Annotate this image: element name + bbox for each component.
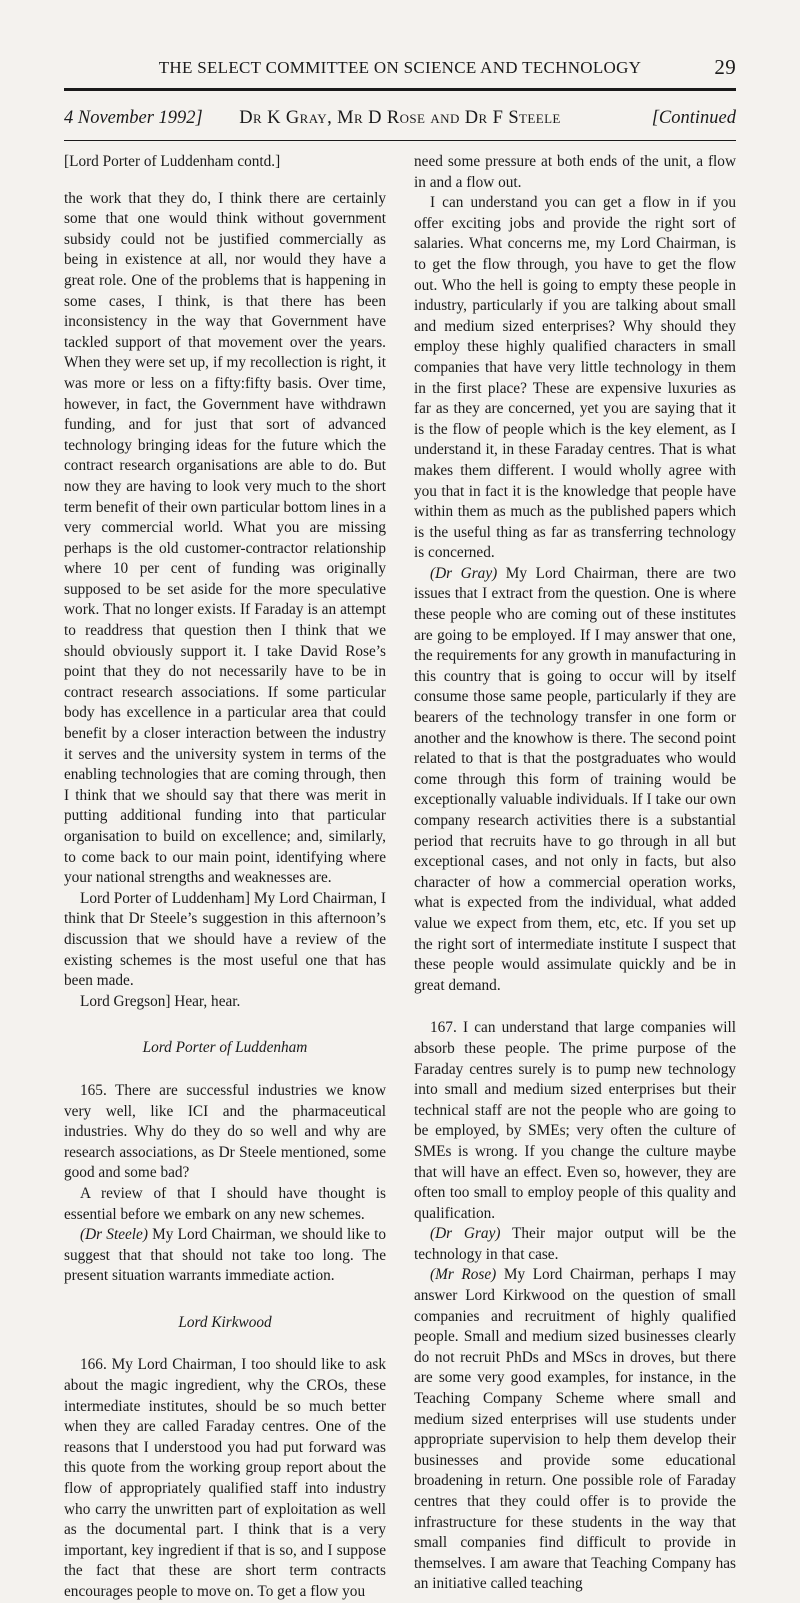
answer-speaker: (Dr Gray) (430, 564, 498, 582)
answer-text: Their major output will be the technology in that case. (414, 1225, 737, 1263)
answer-paragraph (414, 564, 736, 996)
paragraph: Lord Gregson] Hear, hear. (80, 992, 241, 1010)
paragraph: the work that they do, I think there are certainly some that one would think without government subsidy could not be justified commercially as being in existence at all, nor would they have a great role. One of the problems that is happening in some cases, I think, is that there has been inconsistency in the way that Government have tackled support of that movement over the years. When they were set up, if my recollection is right, it was more or less on a fifty:fifty basis. Over time, however, in fact, the Government have withdrawn funding, and for just that sort of advanced technology bringing ideas for the future which the contract research organisations are able to do. But now they are having to look very much to the short term benefit of their own particular bottom lines in a very commercial world. What you are missing perhaps is the old customer-contractor relationship where 10 per cent of funding was originally supposed to be set aside for the more speculative work. That no longer exists. If Faraday is an attempt to readdress that question then I think that we should obviously support it. I take David Rose’s point that they do not necessarily have to be in contract research associations. If some particular body has excellence in a particular area that could benefit by a closer interaction between the industry it serves and the university system in terms of the enabling technologies that are coming through, then I think that we should say that there was merit in putting additional funding into that particular organisation to build on excellence; and, similarly, to come back to our main point, identifying where your national strengths and weaknesses are. (64, 189, 386, 887)
header-rule (64, 88, 736, 91)
answer-text: My Lord Chairman, there are two issues that I extract from the question. One is where these people who are coming out of these institutes are going to be employed. If I may answer that one, the requirements for any growth in manufacturing in this country that is going to occur will by itself consume those same people, particularly if they are bearers of the technology transfer in one form or another and the knowhow is there. The second point related to that is that the postgraduates who would come through this form of training would be exceptionally valuable individuals. If I take our own company research activities there is a substantial period that recruits have to go through in all but exceptional cases, and not only in facts, but also character of how a commercial operation works, what is expected from the individual, what added value we expect from them, etc, etc. If you set up the right sort of intermediate institute I suspect that these people would assimulate quickly and be in great demand. (414, 564, 737, 994)
continued-label: [Continued (651, 108, 736, 128)
answer-text: My Lord Chairman, perhaps I may answer Lord Kirkwood on the question of small companies and recruitment of highly qualified people. Small and medium sized businesses clearly do not recruit PhDs and MScs in droves, but there are some very good examples, for instance, in the Teaching Company Scheme where small and medium sized enterprises will use students under appropriate supervision to help them develop their businesses and provide some educational broadening in return. One possible role of Faraday centres that they could offer is to provide the infrastructure for these students in the way that small companies find difficult to provide in themselves. I am aware that Teaching Company has an initiative called teaching (414, 1266, 736, 1593)
running-head (64, 55, 736, 82)
paragraph: A review of that I should have thought is essential before we embark on any new schemes. (64, 1184, 386, 1223)
question-167: 167. I can understand that large companies will absorb these people. The prime purpose of the Faraday centres surely is to pump new technology into small and medium sized enterprises but their technical staff are not the people who are going to be employed, by SMEs; very often the culture of SMEs is wrong. If you change the culture maybe that will have an effect. Even so, however, they are often too small to employ people of this quality and qualification. (414, 1019, 736, 1222)
subhead-rule (64, 140, 736, 141)
continued-speaker: [Lord Porter of Luddenham contd.] (64, 153, 281, 170)
answer-speaker: (Dr Steele) (80, 1226, 148, 1244)
witness-line (64, 108, 736, 134)
speaker-heading: Lord Porter of Luddenham (142, 1039, 308, 1057)
paragraph: need some pressure at both ends of the unit, a flow in and a flow out. (414, 153, 736, 191)
committee-title: THE SELECT COMMITTEE ON SCIENCE AND TECHNOLOGY (158, 58, 642, 77)
answer-speaker: (Mr Rose) (430, 1266, 497, 1284)
paragraph: I can understand you can get a flow in if you offer exciting jobs and provide the right sort of salaries. What concerns me, my Lord Chairman, is to get the flow through, you have to get the flow out. Who the hell is going to empty these people in industry, particularly if you are talking about small and medium sized enterprises? Why should they employ these highly qualified characters in small companies that have very little technology in them in the first place? These are expensive luxuries as far as they are concerned, yet you are saying that it is the flow of people which is the key element, as I understand it, in these Faraday centres. That is what makes them different. I would wholly agree with you that in fact it is the knowledge that people have within them as much as the published papers which is the useful thing as far as transferring technology is concerned. (414, 194, 736, 562)
answer-text: My Lord Chairman, we should like to suggest that that should not take too long. The present situation warrants immediate action. (64, 1226, 386, 1285)
answer-speaker: (Dr Gray) (430, 1225, 501, 1243)
witness-names: Dr K Gray, Mr D Rose and Dr F Steele (239, 108, 561, 128)
right-column (414, 152, 736, 1595)
answer-paragraph (64, 1225, 386, 1287)
paragraph: Lord Porter of Luddenham] My Lord Chairman, I think that Dr Steele’s suggestion in this afternoon’s discussion that we should have a review of the existing schemes is the most useful one that has been made. (64, 889, 386, 990)
session-date: 4 November 1992] (64, 108, 203, 128)
question-165: 165. There are successful industries we know very well, like ICI and the pharmaceutical industries. Why do they do so well and why are research associations, as Dr Steele mentioned, some good and some bad? (64, 1081, 386, 1182)
answer-paragraph (414, 1224, 736, 1265)
text-columns (64, 152, 737, 1600)
page-number: 29 (714, 55, 736, 79)
left-column (64, 152, 386, 1603)
question-166: 166. My Lord Chairman, I too should like to ask about the magic ingredient, why the CROs, these intermediate institutes, should be so much better when they are called Faraday centres. One of the reasons that I understood you had put forward was this quote from the working group report about the flow of appropriately qualified staff into industry who carry the unwritten part of exploitation as well as the documental part. I think that is a very important, key ingredient if that is so, and I suppose the fact that these are short term contracts encourages people to move on. To get a flow you (64, 1356, 386, 1600)
speaker-heading: Lord Kirkwood (178, 1313, 272, 1331)
answer-paragraph (414, 1265, 736, 1595)
